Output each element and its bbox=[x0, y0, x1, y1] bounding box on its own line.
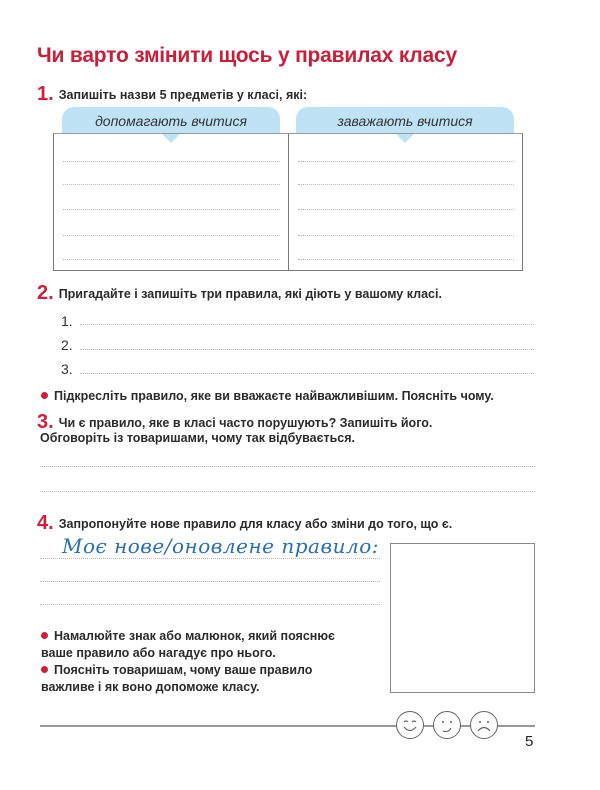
task-text: Запропонуйте нове правило для класу або зміни до того, що є. bbox=[58, 517, 453, 531]
bullet-icon bbox=[41, 632, 48, 639]
task-number: 1. bbox=[37, 83, 54, 105]
rule-number-3: 3. bbox=[61, 361, 73, 377]
page-title: Чи варто змінити щось у правилах класу bbox=[37, 44, 457, 67]
rule-number-2: 2. bbox=[61, 337, 73, 353]
task-2-heading bbox=[37, 281, 442, 304]
neutral-face-icon bbox=[433, 711, 461, 739]
bullet-text: ваше правило або нагадує про нього. bbox=[41, 646, 276, 660]
column-header-hinders bbox=[296, 107, 514, 134]
rule-line-1[interactable] bbox=[80, 324, 534, 325]
column-header-label: допомагають вчитися bbox=[95, 113, 247, 129]
answer-line[interactable] bbox=[298, 259, 514, 260]
answer-line[interactable] bbox=[298, 161, 514, 162]
bullet-text: Підкресліть правило, яке ви вважаєте найважливішим. Поясніть чому. bbox=[54, 389, 494, 403]
task-4-heading bbox=[37, 511, 452, 534]
column-header-label: заважають вчитися bbox=[337, 113, 473, 129]
page-number: 5 bbox=[525, 733, 534, 750]
answer-line[interactable] bbox=[40, 558, 380, 559]
answer-line[interactable] bbox=[298, 209, 514, 210]
task-number: 2. bbox=[37, 282, 54, 304]
bullet-text: важливе і як воно допоможе класу. bbox=[41, 680, 260, 694]
answer-column-hinders bbox=[289, 134, 522, 270]
answer-line[interactable] bbox=[63, 259, 280, 260]
bullet-icon bbox=[41, 666, 48, 673]
task-4-bullet-2 bbox=[41, 662, 312, 696]
answer-column-helps bbox=[54, 134, 288, 270]
handwritten-label: Моє нове/оновлене правило: bbox=[62, 534, 379, 558]
sad-face-icon bbox=[470, 711, 498, 739]
answer-line[interactable] bbox=[63, 235, 280, 236]
answer-line[interactable] bbox=[63, 161, 280, 162]
task-number: 4. bbox=[37, 512, 54, 534]
rule-line-2[interactable] bbox=[80, 349, 534, 350]
task-number: 3. bbox=[37, 411, 54, 433]
answer-line[interactable] bbox=[40, 466, 535, 467]
task-3-text-line-2: Обговоріть із товаришами, чому так відбувається. bbox=[40, 431, 355, 445]
task-text: Запишіть назви 5 предметів у класі, які: bbox=[58, 88, 308, 102]
task-text: Пригадайте і запишіть три правила, які діють у вашому класі. bbox=[58, 287, 442, 301]
answer-line[interactable] bbox=[40, 581, 380, 582]
answer-line[interactable] bbox=[63, 209, 280, 210]
answer-line[interactable] bbox=[40, 604, 380, 605]
task-4-bullet-1 bbox=[41, 628, 335, 662]
rule-number-1: 1. bbox=[61, 313, 73, 329]
task-text: Чи є правило, яке в класі часто порушують? Запишіть його. bbox=[58, 416, 433, 430]
answer-line[interactable] bbox=[298, 184, 514, 185]
bullet-text: Поясніть товаришам, чому ваше правило bbox=[54, 663, 313, 677]
bullet-icon bbox=[41, 392, 48, 399]
answer-table bbox=[53, 133, 523, 271]
smiling-face-icon bbox=[396, 711, 424, 739]
bullet-text: Намалюйте знак або малюнок, який пояснює bbox=[54, 629, 335, 643]
drawing-box[interactable] bbox=[390, 543, 535, 693]
task-2-bullet bbox=[41, 388, 494, 405]
rule-line-3[interactable] bbox=[80, 373, 534, 374]
task-1-heading bbox=[37, 82, 307, 105]
answer-line[interactable] bbox=[40, 491, 535, 492]
answer-line[interactable] bbox=[298, 235, 514, 236]
answer-line[interactable] bbox=[63, 184, 280, 185]
column-header-helps bbox=[62, 107, 280, 134]
